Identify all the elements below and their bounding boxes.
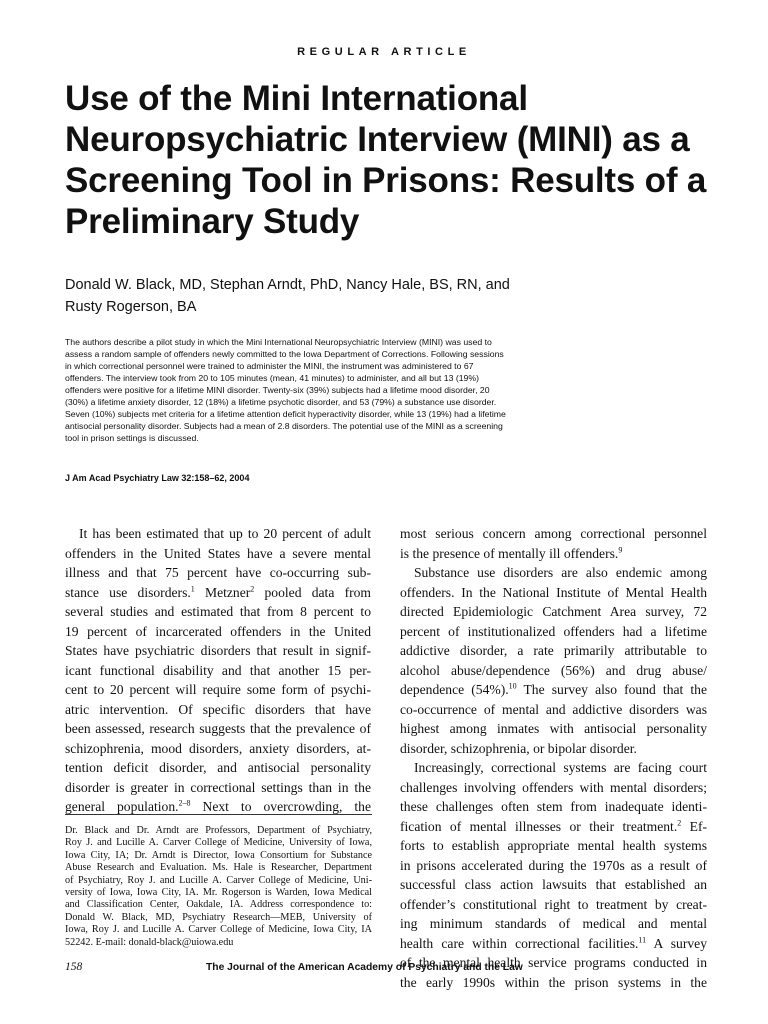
body-line: Increasingly, correctional systems are facing court	[414, 760, 707, 775]
title-line: Screening Tool in Prisons: Results of a	[65, 161, 707, 200]
body-line: in prisons accelerated during the 1970s as a result of	[400, 857, 707, 873]
body-column-right	[400, 524, 707, 992]
abstract-line: offenders. The interview took from 20 to 105 minutes (mean, 41 minutes) to administer, and all but 13 (19%)	[65, 373, 479, 383]
footnote-line: Iowa City, IA; Dr. Arndt is Director, Iowa Consortium for Substance	[65, 849, 372, 861]
title-line: Neuropsychiatric Interview (MINI) as a	[65, 120, 690, 159]
body-line: fication of mental illnesses or their treatment.$^2$ Ef-	[400, 817, 708, 834]
body-line: these challenges often stem from inadequate identi-	[400, 799, 707, 814]
author-line: Rusty Rogerson, BA	[65, 299, 197, 315]
abstract-line: Seven (10%) subjects met criteria for a lifetime attention deficit hyperactivity disorder, while 13 (19%) had a lifetime	[65, 409, 506, 419]
footnote-divider	[65, 814, 372, 815]
body-line: offenders in the United States have a severe mental	[65, 545, 371, 561]
body-line: directed Epidemiologic Catchment Area survey, 72	[400, 604, 707, 619]
footnote-line: versity of Iowa, Iowa City, IA. Mr. Rogerson is Warden, Iowa Medical	[65, 886, 372, 898]
article-type-label: REGULAR ARTICLE	[297, 46, 471, 58]
body-line: States have psychiatric disorders that result in signif-	[65, 643, 371, 658]
body-line: illness and that 75 percent have co-occurring sub-	[65, 565, 371, 580]
footnote-line: Donald W. Black, MD, Psychiatry Research—MEB, University of	[65, 911, 372, 923]
body-line: highest among inmates with antisocial personality	[400, 721, 707, 736]
body-line: challenges involving offenders with mental disorders;	[400, 779, 707, 795]
body-line: icant functional disability and that another 15 per-	[65, 662, 371, 678]
body-line: offender’s constitutional right to treatment by creat-	[400, 896, 707, 912]
body-line: alcohol abuse/dependence (56%) and drug abuse/	[400, 662, 707, 678]
title-line: Preliminary Study	[65, 202, 360, 241]
body-line: ing minimum standards of medical and mental	[400, 916, 707, 931]
journal-name-footer: The Journal of the American Academy of Psychiatry and the Law	[206, 962, 523, 973]
footnote-line: Roy J. and Lucille A. Carver College of Medicine, University of Iowa,	[65, 837, 372, 849]
abstract-line: offenders were positive for a lifetime MINI disorder. Twenty-six (39%) subjects had a lifetime mood disorder, 20	[65, 385, 490, 395]
body-line: tention deficit disorder, and antisocial personality	[65, 760, 371, 775]
abstract-line: The authors describe a pilot study in which the Mini International Neuropsychiatric Interview (MINI) was used to	[65, 337, 492, 347]
abstract	[65, 336, 715, 444]
abstract-line: (30%) a lifetime anxiety disorder, 12 (18%) a lifetime psychotic disorder, and 53 (79%) a substance use disorder.	[65, 397, 497, 407]
body-line: addictive disorder, a rate primarily attributable to	[400, 643, 707, 658]
body-line: is the presence of mentally ill offenders.$^9$	[400, 544, 623, 561]
author-line: Donald W. Black, MD, Stephan Arndt, PhD, Nancy Hale, BS, RN, and	[65, 277, 510, 293]
body-line: been assessed, research suggests that the prevalence of	[65, 721, 371, 736]
body-line: forts to establish appropriate mental health systems	[400, 838, 707, 853]
body-line: 19 percent of incarcerated offenders in the United	[65, 623, 371, 639]
body-line: cent to 20 percent will require some form of psychi-	[65, 682, 371, 697]
footnote-line: Dr. Black and Dr. Arndt are Professors, Department of Psychiatry,	[65, 825, 372, 836]
article-title	[65, 78, 745, 242]
journal-citation: J Am Acad Psychiatry Law 32:158–62, 2004	[65, 473, 250, 483]
abstract-line: antisocial personality disorder. Subjects had a mean of 2.8 disorders. The potential use of the MINI as a screening	[65, 421, 503, 431]
body-line: atric intervention. Of specific disorders that have	[65, 701, 371, 717]
body-line: stance use disorders.$^1$ Metzner$^2$ pooled data from	[65, 583, 372, 600]
body-line: health care within correctional facilities.$^{11}$ A survey	[400, 934, 707, 951]
body-column-left	[65, 524, 371, 817]
body-line: several studies and estimated that from 8 percent to	[65, 604, 371, 619]
body-line: disorder is greater in correctional settings than in the	[65, 779, 371, 795]
body-line: Substance use disorders are also endemic among	[414, 565, 707, 580]
body-line: the early 1990s within the prison systems in the	[400, 974, 707, 990]
body-line: offenders. In the National Institute of Mental Health	[400, 584, 707, 600]
body-line: co-occurrence of mental and addictive disorders was	[400, 701, 707, 717]
body-line: It has been estimated that up to 20 percent of adult	[79, 526, 371, 541]
abstract-line: assess a random sample of offenders newly committed to the Iowa Department of Corrections. Following sessions	[65, 349, 504, 359]
body-line: disorder, schizophrenia, or bipolar disorder.	[400, 740, 637, 756]
body-line: successful class action lawsuits that established an	[400, 877, 707, 892]
body-line: general population.$^{2-8}$ Next to overcrowding, the	[65, 798, 371, 814]
abstract-line: tool in prison settings is discussed.	[65, 433, 199, 443]
footnote-line: Iowa, Roy J. and Lucille A. Carver College of Medicine, Iowa City, IA	[65, 924, 372, 936]
title-line: Use of the Mini International	[65, 79, 528, 118]
page-number: 158	[65, 961, 83, 973]
abstract-line: in which correctional personnel were trained to administer the MINI, the instrument was administered to 67	[65, 361, 474, 371]
body-line: of the mental health service programs conducted in	[400, 955, 707, 970]
body-line: dependence (54%).$^{10}$ The survey also found that the	[400, 681, 708, 697]
footnote-line: 52242. E-mail: donald-black@uiowa.edu	[65, 936, 234, 948]
body-line: most serious concern among correctional personnel	[400, 526, 707, 541]
body-line: percent of institutionalized offenders had a lifetime	[400, 623, 707, 639]
body-line: schizophrenia, mood disorders, anxiety disorders, at-	[65, 740, 371, 756]
author-affiliation-footnote	[65, 825, 372, 949]
author-list	[65, 274, 705, 318]
footnote-line: of Psychiatry, Roy J. and Lucille A. Carver College of Medicine, Uni-	[65, 874, 372, 886]
footnote-line: Abuse Research and Evaluation. Ms. Hale is Researcher, Department	[65, 862, 372, 874]
footnote-line: and Classification Center, Oakdale, IA. Address correspondence to:	[65, 899, 372, 911]
